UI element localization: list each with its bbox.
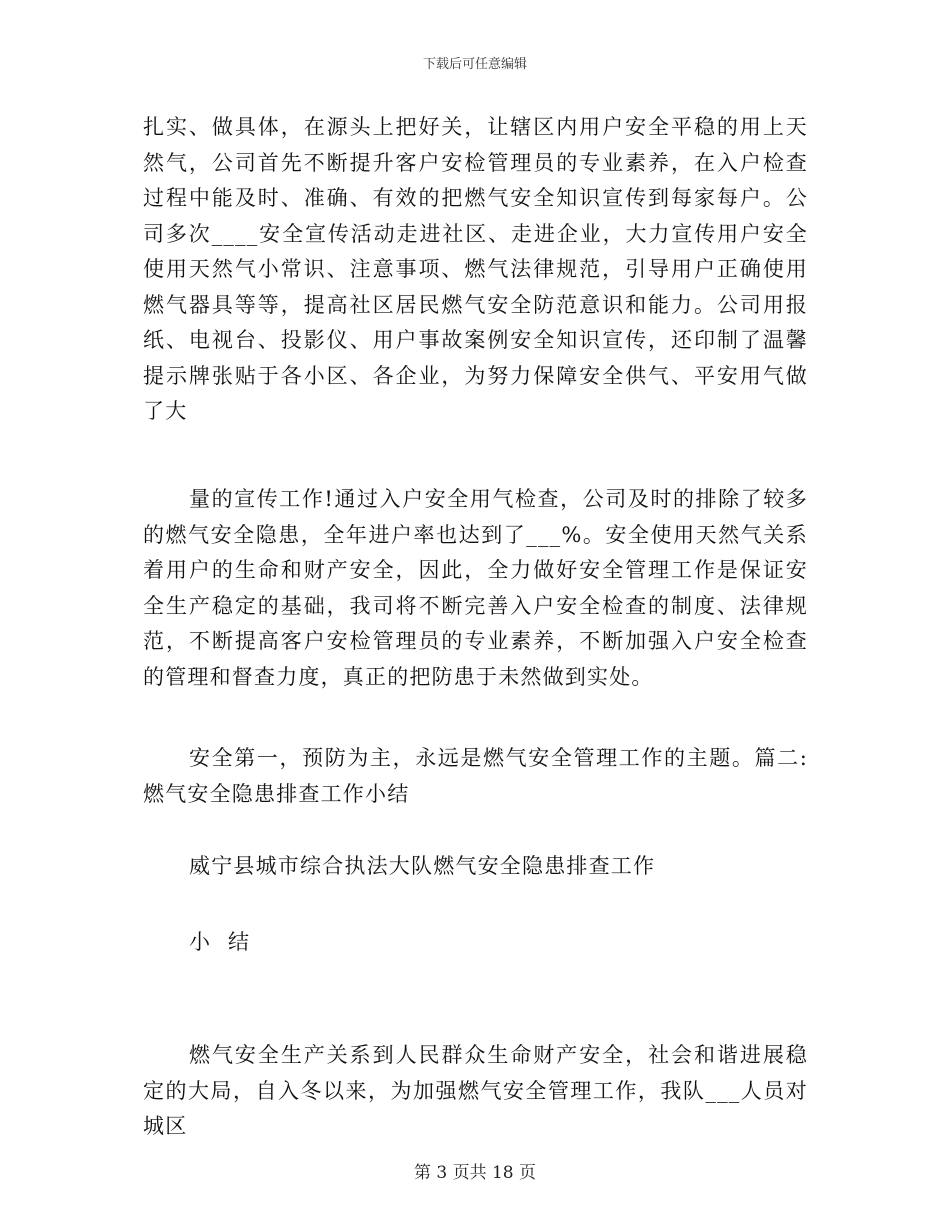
paragraph-1: 扎实、做具体，在源头上把好关，让辖区内用户安全平稳的用上天然气，公司首先不断提升客户安检管理员的专业素养，在入户检查过程中能及时、准确、有效的把燃气安全知识宣传到每家每户。公司多次____安全宣传活动走进社区、走进企业，大力宣传用户安全使用天然气小常识、注意事项、燃气法律规范，引导用户正确使用燃气器具等等，提高社区居民燃气安全防范意识和能力。公司用报纸、电视台、投影仪、用户事故案例安全知识宣传，还印制了温馨提示牌张贴于各小区、各企业，为努力保障安全供气、平安用气做了大 xyxy=(143,115,808,423)
section-title: 威宁县城市综合执法大队燃气安全隐患排查工作 xyxy=(189,854,656,878)
paragraph-3: 安全第一，预防为主，永远是燃气安全管理工作的主题。篇二:燃气安全隐患排查工作小结 xyxy=(143,746,808,806)
paragraph-2: 量的宣传工作!通过入户安全用气检查，公司及时的排除了较多的燃气安全隐患，全年进户率也达到了___%。安全使用天然气关系着用户的生命和财产安全，因此，全力做好安全管理工作是保证安全生产稳定的基础，我司将不断完善入户安全检查的制度、法律规范，不断提高客户安检管理员的专业素养，不断加强入户安全检查的管理和督查力度，真正的把防患于未然做到实处。 xyxy=(143,487,808,689)
subtitle-char-1: 小 xyxy=(189,930,210,954)
subtitle-char-2: 结 xyxy=(228,930,249,954)
section-subtitle xyxy=(189,925,389,961)
page-footer: 第 3 页共 18 页 xyxy=(413,1163,537,1183)
paragraph-4: 燃气安全生产关系到人民群众生命财产安全，社会和谐进展稳定的大局，自入冬以来，为加强燃气安全管理工作，我队___人员对城区 xyxy=(143,1043,808,1138)
page-header: 下载后可任意编辑 xyxy=(422,57,527,72)
